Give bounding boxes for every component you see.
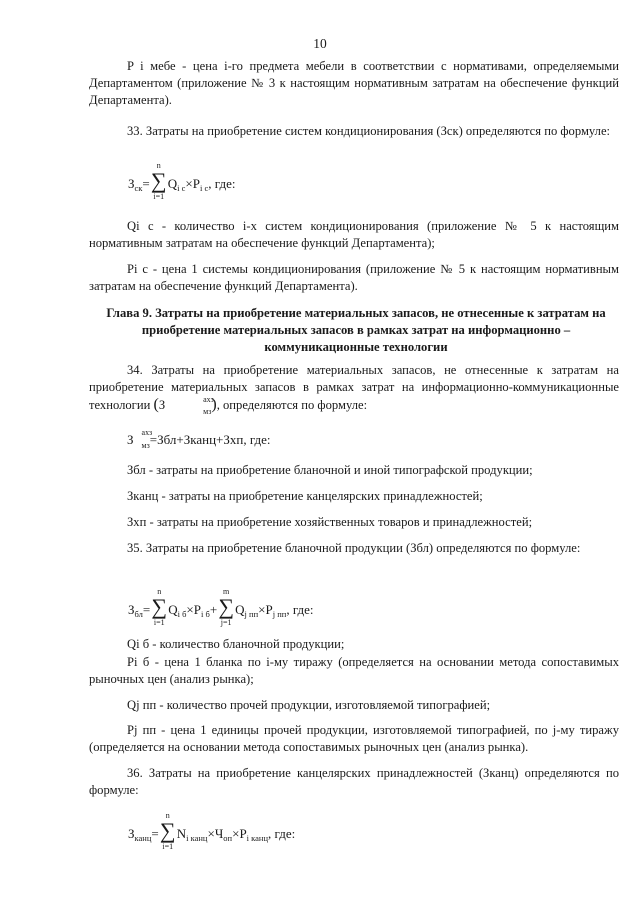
paren-open: ( [153,396,159,413]
formula-symbol: Q [168,602,178,617]
sum-sign: ∑ m j=1 [218,587,234,627]
formula-operator: × [185,176,193,191]
formula-subscript: i б [177,609,187,619]
formula-symbol: З [158,398,166,412]
item-35: 35. Затраты на приобретение бланочной продукции (Збл) определяются по формуле: [127,541,581,555]
formula-operator: = [142,602,151,617]
formula-operator: × [232,826,240,841]
formula-superscript: ахз [141,428,153,437]
p-mebel-definition: P i мебе - цена i-го предмета мебели в соответствии с нормативами, определяемыми Департаментом (приложение № 3 к настоящим нормативным затратам на обеспечение функций Департамента). [89,59,619,107]
formula-subscript: j пп [244,609,259,619]
item-33: 33. Затраты на приобретение систем кондиционирования (Зск) определяются по формуле: [127,124,611,138]
formula-operator: × [258,602,266,617]
q-jpp-definition: Qj пп - количество прочей продукции, изготовляемой типографией; [127,698,491,712]
item-36: 36. Затраты на приобретение канцелярских принадлежностей (Зканц) определяются по формуле: [89,766,619,797]
formula-symbol: P [239,826,247,841]
formula-rhs: =Збл+Зканц+Зхп, где: [149,432,271,447]
formula-symbol: З [127,432,134,447]
formula-symbol: Q [167,176,178,191]
sum-upper-limit: n [157,587,162,596]
sum-lower-limit: i=1 [162,842,174,851]
formula-subscript: мз [141,441,150,450]
formula-index-stack [165,395,214,416]
zkanc-definition: Зканц - затраты на приобретение канцелярских принадлежностей; [127,489,483,503]
formula-operator: = [151,826,159,841]
page-number: 10 [313,36,327,51]
sum-sign: ∑ n i=1 [151,587,168,627]
formula-operator: × [207,826,215,841]
q-ic-definition: Qi с - количество i-х систем кондиционирования (приложение № 5 к настоящим нормативным затратам на обеспечение функций Департамента); [89,219,619,250]
formula-subscript: бл [134,609,143,619]
formula-tail: , где: [268,826,296,841]
formula-subscript: мз [203,407,212,416]
p-jpp-definition: Pj пп - цена 1 единицы прочей продукции, изготовляемой типографией, по j-му тиражу (определяется на основании метода сопоставимых рыночных цен (анализ рынка). [89,723,619,754]
formula-index-stack [136,428,153,450]
formula-symbol: Q [235,602,245,617]
formula-34 [127,428,271,450]
sum-lower-limit: i=1 [153,192,165,201]
sum-upper-limit: n [156,161,161,170]
sum-lower-limit: j=1 [220,618,232,627]
sum-sign: ∑ n i=1 [150,161,167,201]
formula-subscript: i б [201,609,210,619]
zbl-definition: Збл - затраты на приобретение бланочной и иной типографской продукции; [127,463,533,477]
formula-subscript: канц [134,833,152,843]
p-ic-definition: Pi с - цена 1 системы кондиционирования (приложение № 5 к настоящим нормативным затратам на обеспечение функций Департамента). [89,262,619,293]
formula-36 [128,811,296,851]
formula-subscript: i канц [246,833,269,843]
sum-upper-limit: m [223,587,230,596]
formula-subscript: i канц [186,833,208,843]
item-34 [89,362,619,414]
formula-subscript: i с [200,183,209,193]
formula-subscript: ск [134,183,143,193]
formula-subscript: j пп [272,609,287,619]
formula-symbol: P [192,176,200,191]
formula-subscript: i с [177,183,186,193]
formula-operator: + [209,602,218,617]
formula-superscript: ахз [203,395,214,404]
zhp-definition: Зхп - затраты на приобретение хозяйственных товаров и принадлежностей; [127,515,533,529]
formula-symbol: P [193,602,201,617]
formula-35 [128,587,314,627]
formula-operator: × [186,602,194,617]
sum-upper-limit: n [165,811,170,820]
formula-symbol: N [176,826,187,841]
sum-sign: ∑ n i=1 [159,811,176,851]
formula-symbol: З [128,602,135,617]
formula-tail: , где: [286,602,314,617]
formula-symbol: З [128,176,135,191]
formula-subscript: оп [223,833,233,843]
formula-tail: , где: [208,176,236,191]
formula-33 [128,161,236,201]
item-34-text: 34. Затраты на приобретение материальных запасов, не отнесенные к затратам на приобретение материальных запасов в рамках затрат на информационно-коммуникационные технологии [89,363,619,412]
p-ib-definition: Pi б - цена 1 бланка по i-му тиражу (определяется на основании метода сопоставимых рыночных цен (анализ рынка); [89,655,619,686]
item-34-tail: , определяются по формуле: [216,398,368,412]
formula-operator: = [142,176,150,191]
paren-close: ) [211,396,217,413]
formula-symbol: P [265,602,273,617]
formula-symbol: Ч [214,826,224,841]
chapter-9-heading: Глава 9. Затраты на приобретение материальных запасов, не отнесенные к затратам на приобретение материальных запасов в рамках затрат на информационно – коммуникационные технологии [106,306,606,354]
q-ib-definition: Qi б - количество бланочной продукции; [127,637,345,651]
formula-symbol: З [128,826,135,841]
sum-lower-limit: i=1 [153,618,165,627]
